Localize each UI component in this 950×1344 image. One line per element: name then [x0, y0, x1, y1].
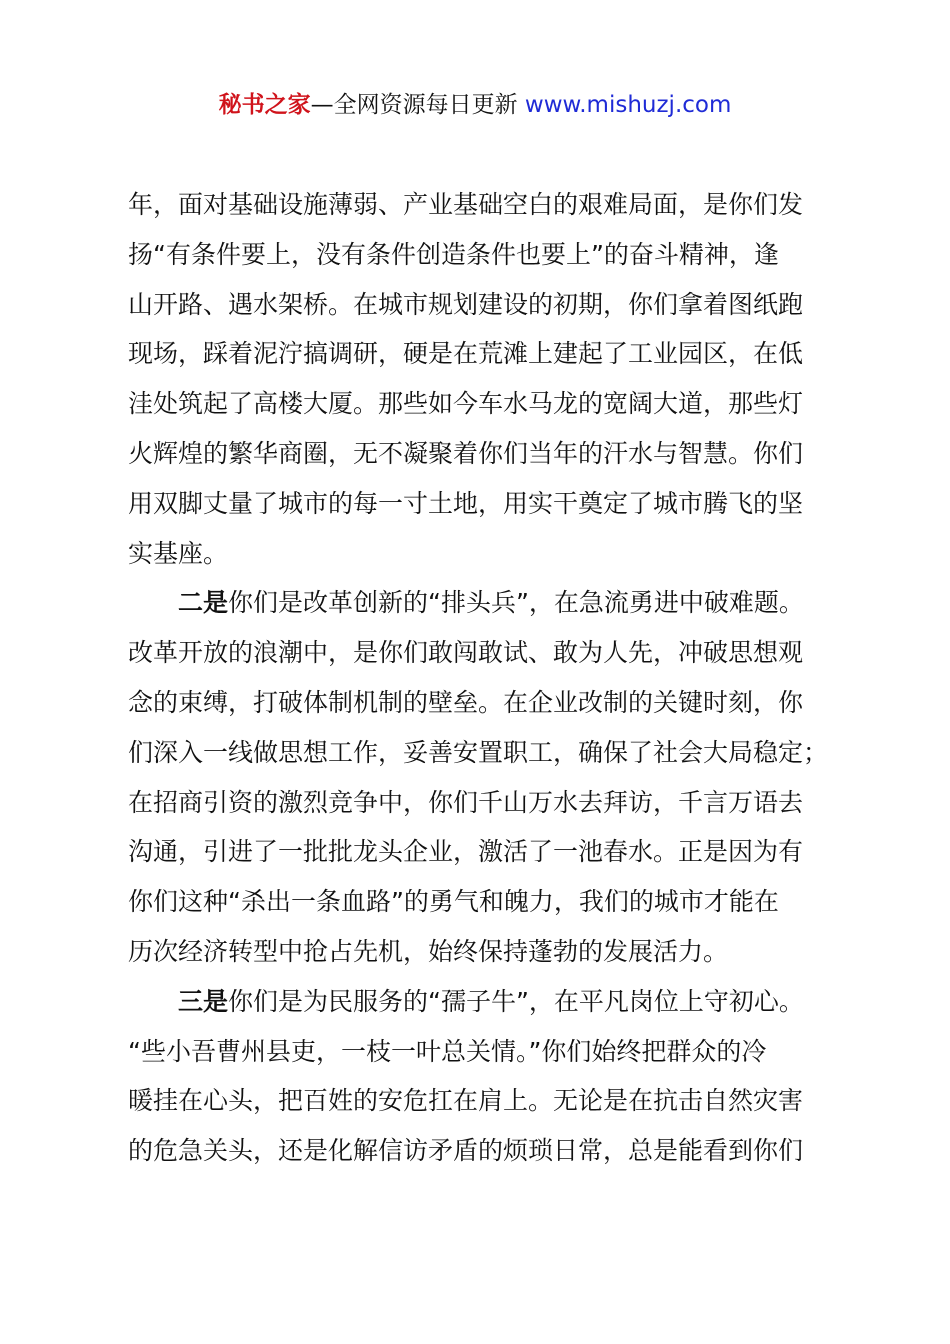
text-line: “些小吾曹州县吏，一枝一叶总关情。”你们始终把群众的冷 — [128, 1036, 767, 1066]
text-line: 扬“有条件要上，没有条件创造条件也要上”的奋斗精神，逢 — [128, 239, 779, 269]
page-header — [0, 88, 950, 122]
document-body — [128, 180, 868, 1176]
text-line: 山开路、遇水架桥。在城市规划建设的初期，你们拿着图纸跑 — [128, 289, 804, 319]
text-fragment: 你们是为民服务的“孺子牛”，在平凡岗位上守初心。 — [228, 986, 804, 1016]
text-line: 沟通，引进了一批批龙头企业，激活了一池春水。正是因为有 — [128, 837, 804, 867]
text-line: 年，面对基础设施薄弱、产业基础空白的艰难局面，是你们发 — [128, 190, 804, 219]
paragraph-lead: 二是 — [178, 588, 229, 618]
text-line: 的危急关头，还是化解信访矛盾的烦琐日常，总是能看到你们 — [128, 1136, 804, 1166]
text-line: 洼处筑起了高楼大厦。那些如今车水马龙的宽阔大道，那些灯 — [128, 389, 804, 419]
brand-name: 秘书之家 — [218, 92, 311, 118]
paragraph-first-line — [128, 578, 868, 628]
text-line: 实基座。 — [128, 538, 229, 568]
text-line: 火辉煌的繁华商圈，无不凝聚着你们当年的汗水与智慧。你们 — [128, 438, 804, 468]
text-line: 现场，踩着泥泞搞调研，硬是在荒滩上建起了工业园区，在低 — [128, 339, 804, 369]
text-line: 们深入一线做思想工作，妥善安置职工，确保了社会大局稳定； — [128, 737, 829, 767]
text-line: 历次经济转型中抢占先机，始终保持蓬勃的发展活力。 — [128, 936, 729, 966]
text-line: 用双脚丈量了城市的每一寸土地，用实干奠定了城市腾飞的坚 — [128, 488, 804, 518]
text-line: 在招商引资的激烈竞争中，你们千山万水去拜访，千言万语去 — [128, 787, 804, 817]
paragraph-3 — [128, 977, 868, 1176]
paragraph-first-line — [128, 977, 868, 1027]
text-line: 改革开放的浪潮中，是你们敢闯敢试、敢为人先，冲破思想观 — [128, 638, 804, 668]
text-line: 念的束缚，打破体制机制的壁垒。在企业改制的关键时刻，你 — [128, 687, 804, 717]
paragraph-2 — [128, 578, 868, 976]
header-tagline: —全网资源每日更新 — [310, 92, 518, 118]
text-fragment: 你们是改革创新的“排头兵”，在急流勇进中破难题。 — [228, 588, 804, 618]
paragraph-1 — [128, 180, 868, 578]
website-url[interactable]: www.mishuzj.com — [524, 92, 732, 118]
text-line: 暖挂在心头，把百姓的安危扛在肩上。无论是在抗击自然灾害 — [128, 1086, 804, 1116]
paragraph-lead: 三是 — [178, 986, 229, 1016]
text-line: 你们这种“杀出一条血路”的勇气和魄力，我们的城市才能在 — [128, 887, 779, 917]
